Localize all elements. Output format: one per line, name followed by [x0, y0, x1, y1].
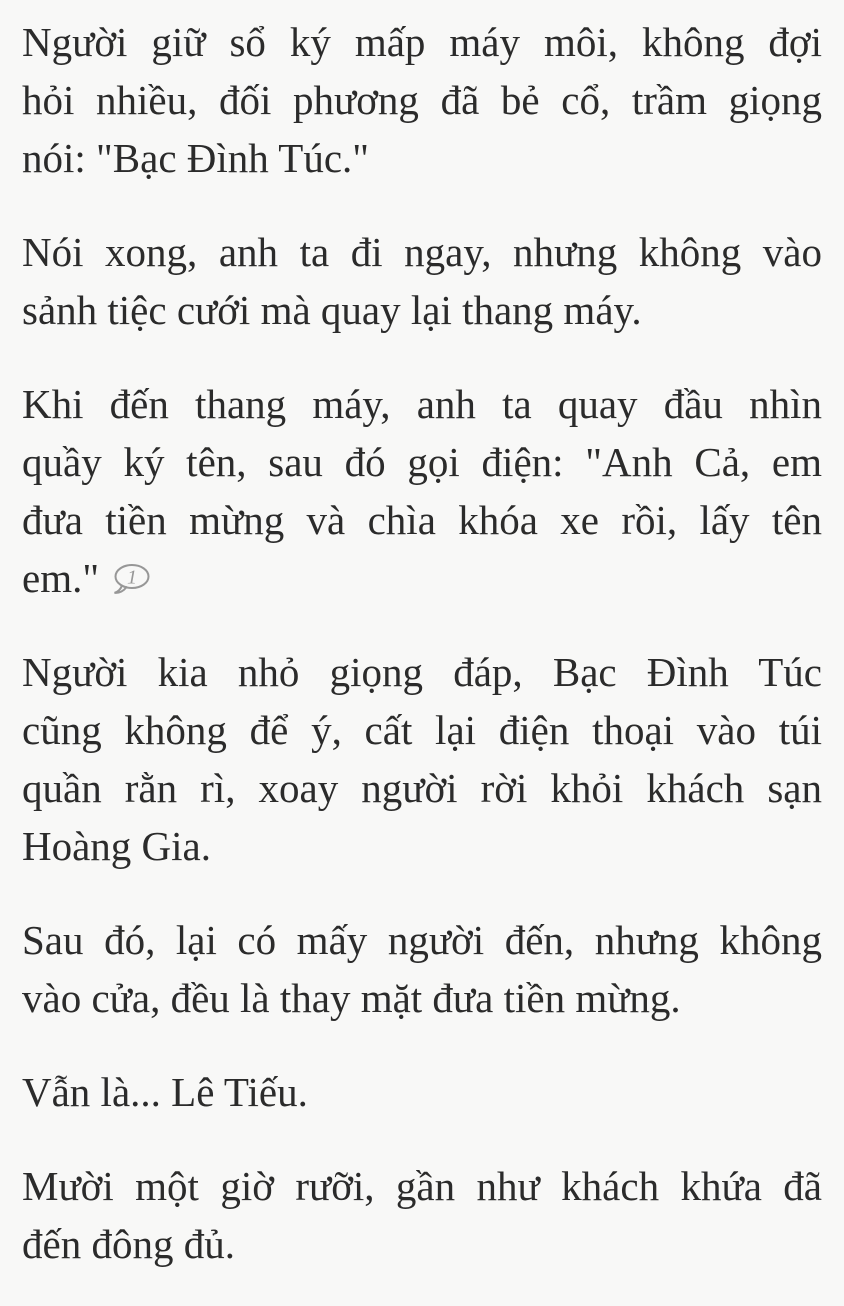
text-line [22, 549, 822, 607]
text-line: vào cửa, đều là thay mặt đưa tiền mừng. [22, 975, 681, 1021]
text-line: Nói xong, anh ta đi ngay, nhưng không vào [22, 229, 822, 275]
footnote-number: 1 [127, 566, 138, 589]
paragraph [22, 1063, 822, 1121]
text-line: Sau đó, lại có mấy người đến, nhưng không [22, 917, 822, 963]
paragraph [22, 223, 822, 339]
text-line: sảnh tiệc cưới mà quay lại thang máy. [22, 287, 642, 333]
text-line: đưa tiền mừng và chìa khóa xe rồi, lấy tên [22, 497, 822, 543]
paragraph [22, 1157, 822, 1273]
paragraph [22, 643, 822, 875]
footnote-bubble-icon[interactable] [111, 562, 151, 596]
text-line: quầy ký tên, sau đó gọi điện: "Anh Cả, em [22, 439, 822, 485]
text-line: đến đông đủ. [22, 1221, 235, 1267]
text-fragment: em." [22, 555, 100, 601]
text-line: Khi đến thang máy, anh ta quay đầu nhìn [22, 381, 822, 427]
text-line: quần rằn rì, xoay người rời khỏi khách sạn [22, 765, 822, 811]
text-line: cũng không để ý, cất lại điện thoại vào túi [22, 707, 822, 753]
text-line: Hoàng Gia. [22, 823, 212, 869]
text-line: Vẫn là... Lê Tiếu. [22, 1069, 308, 1115]
text-line: Người kia nhỏ giọng đáp, Bạc Đình Túc [22, 649, 822, 695]
paragraph [22, 911, 822, 1027]
paragraph [22, 13, 822, 187]
text-line: Mười một giờ rưỡi, gần như khách khứa đã [22, 1163, 822, 1209]
paragraph [22, 375, 822, 607]
text-line: hỏi nhiều, đối phương đã bẻ cổ, trầm giọng [22, 77, 822, 123]
text-line: nói: "Bạc Đình Túc." [22, 135, 369, 181]
text-line: Người giữ sổ ký mấp máy môi, không đợi [22, 19, 822, 65]
